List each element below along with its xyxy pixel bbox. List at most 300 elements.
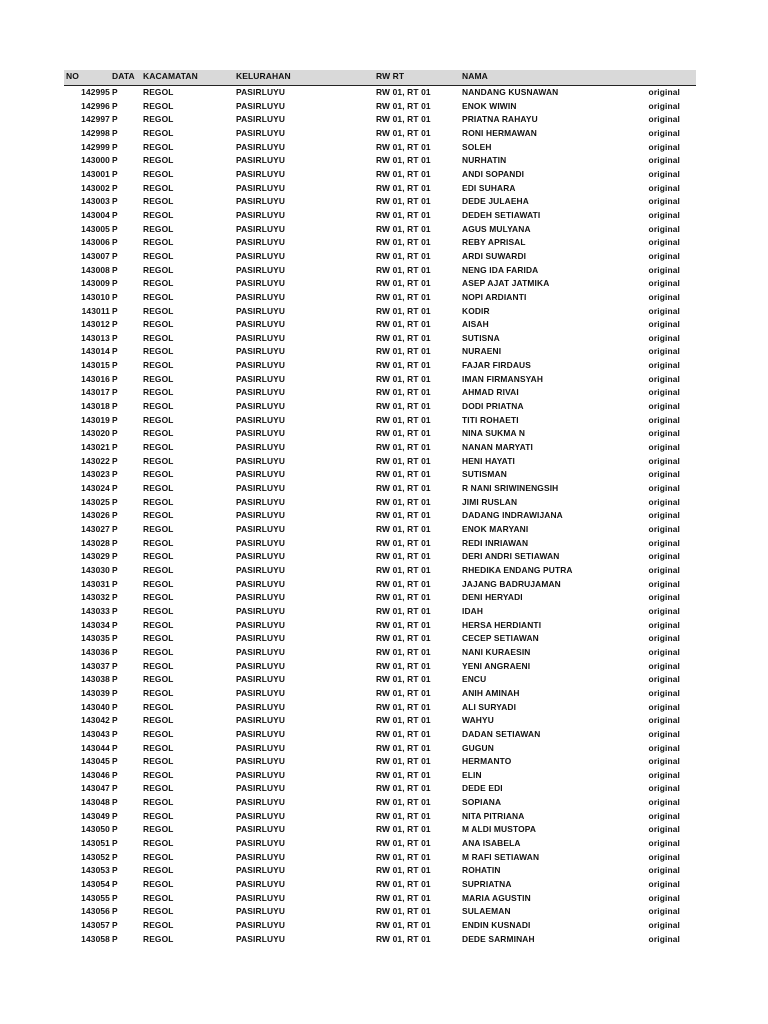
- cell-data: P: [112, 769, 118, 780]
- cell-data: P: [112, 319, 118, 330]
- cell-no: 143034: [81, 619, 110, 630]
- cell-no: 143051: [81, 838, 110, 849]
- cell-kelurahan: PASIRLUYU: [236, 592, 286, 603]
- cell-kelurahan: PASIRLUYU: [236, 346, 286, 357]
- table-row: [64, 386, 696, 400]
- cell-status: original: [648, 483, 680, 494]
- cell-kelurahan: PASIRLUYU: [236, 646, 286, 657]
- cell-status: original: [648, 619, 680, 630]
- table-row: [64, 400, 696, 414]
- cell-status: original: [648, 291, 680, 302]
- cell-kecamatan: REGOL: [143, 728, 174, 739]
- cell-no: 143043: [81, 728, 110, 739]
- table-row: [64, 933, 696, 947]
- cell-status: original: [648, 100, 680, 111]
- cell-status: original: [648, 127, 680, 138]
- cell-kecamatan: REGOL: [143, 237, 174, 248]
- cell-kecamatan: REGOL: [143, 605, 174, 616]
- cell-no: 143033: [81, 605, 110, 616]
- cell-kelurahan: PASIRLUYU: [236, 851, 286, 862]
- cell-kelurahan: PASIRLUYU: [236, 838, 286, 849]
- table-row: [64, 578, 696, 592]
- cell-kecamatan: REGOL: [143, 387, 174, 398]
- cell-no: 142996: [81, 100, 110, 111]
- cell-data: P: [112, 510, 118, 521]
- cell-kecamatan: REGOL: [143, 442, 174, 453]
- cell-nama: DEDE EDI: [462, 783, 503, 794]
- table-row: [64, 701, 696, 715]
- cell-nama: NOPI ARDIANTI: [462, 291, 527, 302]
- cell-no: 143028: [81, 537, 110, 548]
- cell-rw-rt: RW 01, RT 01: [376, 332, 431, 343]
- cell-nama: YENI ANGRAENI: [462, 660, 531, 671]
- cell-kecamatan: REGOL: [143, 824, 174, 835]
- cell-rw-rt: RW 01, RT 01: [376, 100, 431, 111]
- cell-kelurahan: PASIRLUYU: [236, 524, 286, 534]
- cell-status: original: [648, 168, 680, 179]
- cell-no: 143052: [81, 851, 110, 862]
- cell-rw-rt: RW 01, RT 01: [376, 182, 431, 193]
- cell-no: 143021: [81, 442, 110, 453]
- cell-nama: NANDANG KUSNAWAN: [462, 87, 559, 97]
- cell-kelurahan: PASIRLUYU: [236, 250, 286, 261]
- cell-rw-rt: RW 01, RT 01: [376, 469, 431, 480]
- cell-status: original: [648, 87, 680, 97]
- cell-kelurahan: PASIRLUYU: [236, 797, 286, 808]
- table-row: [64, 509, 696, 523]
- cell-kelurahan: PASIRLUYU: [236, 373, 286, 384]
- cell-data: P: [112, 155, 118, 166]
- cell-no: 143054: [81, 879, 110, 890]
- cell-status: original: [648, 496, 680, 507]
- cell-kecamatan: REGOL: [143, 510, 174, 521]
- cell-no: 143048: [81, 797, 110, 808]
- cell-kecamatan: REGOL: [143, 646, 174, 657]
- cell-data: P: [112, 209, 118, 220]
- table-row: [64, 305, 696, 319]
- cell-rw-rt: RW 01, RT 01: [376, 619, 431, 630]
- cell-kelurahan: PASIRLUYU: [236, 879, 286, 890]
- cell-rw-rt: RW 01, RT 01: [376, 605, 431, 616]
- cell-no: 143005: [81, 223, 110, 234]
- cell-kecamatan: REGOL: [143, 100, 174, 111]
- cell-status: original: [648, 114, 680, 125]
- cell-no: 143046: [81, 769, 110, 780]
- cell-nama: ARDI SUWARDI: [462, 250, 527, 261]
- cell-kecamatan: REGOL: [143, 319, 174, 330]
- table-row: [64, 687, 696, 701]
- cell-nama: ROHATIN: [462, 865, 501, 876]
- cell-rw-rt: RW 01, RT 01: [376, 360, 431, 371]
- cell-kecamatan: REGOL: [143, 496, 174, 507]
- table-row: [64, 550, 696, 564]
- cell-no: 143042: [81, 715, 110, 726]
- cell-no: 143055: [81, 892, 110, 903]
- table-row: [64, 345, 696, 359]
- cell-rw-rt: RW 01, RT 01: [376, 155, 431, 166]
- cell-data: P: [112, 305, 118, 316]
- cell-nama: DADAN SETIAWAN: [462, 728, 541, 739]
- cell-no: 143000: [81, 155, 110, 166]
- table-row: [64, 564, 696, 578]
- cell-nama: JIMI RUSLAN: [462, 496, 518, 507]
- table-row: [64, 796, 696, 810]
- cell-data: P: [112, 524, 118, 534]
- cell-rw-rt: RW 01, RT 01: [376, 933, 431, 944]
- cell-nama: DERI ANDRI SETIAWAN: [462, 551, 560, 562]
- cell-kelurahan: PASIRLUYU: [236, 319, 286, 330]
- cell-no: 143031: [81, 578, 110, 589]
- cell-no: 143058: [81, 933, 110, 944]
- cell-kecamatan: REGOL: [143, 687, 174, 698]
- cell-no: 143035: [81, 633, 110, 644]
- cell-nama: AISAH: [462, 319, 489, 330]
- cell-rw-rt: RW 01, RT 01: [376, 578, 431, 589]
- table-row: [64, 100, 696, 114]
- cell-nama: NANAN MARYATI: [462, 442, 533, 453]
- cell-data: P: [112, 865, 118, 876]
- cell-data: P: [112, 455, 118, 466]
- cell-status: original: [648, 674, 680, 685]
- cell-rw-rt: RW 01, RT 01: [376, 428, 431, 439]
- cell-nama: R NANI SRIWINENGSIH: [462, 483, 559, 494]
- cell-no: 143039: [81, 687, 110, 698]
- cell-rw-rt: RW 01, RT 01: [376, 687, 431, 698]
- cell-kecamatan: REGOL: [143, 920, 174, 931]
- cell-status: original: [648, 278, 680, 289]
- table-row: [64, 523, 696, 537]
- cell-kecamatan: REGOL: [143, 879, 174, 890]
- cell-no: 143002: [81, 182, 110, 193]
- cell-no: 143023: [81, 469, 110, 480]
- cell-rw-rt: RW 01, RT 01: [376, 646, 431, 657]
- table-row: [64, 673, 696, 687]
- cell-no: 143017: [81, 387, 110, 398]
- cell-kelurahan: PASIRLUYU: [236, 715, 286, 726]
- cell-kelurahan: PASIRLUYU: [236, 360, 286, 371]
- cell-status: original: [648, 414, 680, 425]
- cell-kecamatan: REGOL: [143, 564, 174, 575]
- cell-no: 143044: [81, 742, 110, 753]
- table-row: [64, 810, 696, 824]
- cell-status: original: [648, 824, 680, 835]
- cell-no: 143022: [81, 455, 110, 466]
- cell-nama: SULAEMAN: [462, 906, 511, 917]
- cell-nama: AHMAD RIVAI: [462, 387, 519, 398]
- cell-rw-rt: RW 01, RT 01: [376, 879, 431, 890]
- cell-kelurahan: PASIRLUYU: [236, 100, 286, 111]
- cell-data: P: [112, 674, 118, 685]
- cell-kecamatan: REGOL: [143, 209, 174, 220]
- cell-kelurahan: PASIRLUYU: [236, 305, 286, 316]
- table-row: [64, 823, 696, 837]
- cell-status: original: [648, 428, 680, 439]
- cell-rw-rt: RW 01, RT 01: [376, 209, 431, 220]
- cell-data: P: [112, 496, 118, 507]
- cell-data: P: [112, 250, 118, 261]
- cell-rw-rt: RW 01, RT 01: [376, 141, 431, 152]
- table-row: [64, 728, 696, 742]
- cell-rw-rt: RW 01, RT 01: [376, 414, 431, 425]
- data-table: [64, 70, 696, 946]
- cell-status: original: [648, 209, 680, 220]
- cell-nama: ALI SURYADI: [462, 701, 517, 712]
- cell-data: P: [112, 797, 118, 808]
- cell-data: P: [112, 428, 118, 439]
- cell-data: P: [112, 810, 118, 821]
- table-row: [64, 864, 696, 878]
- cell-nama: DODI PRIATNA: [462, 401, 524, 412]
- cell-status: original: [648, 633, 680, 644]
- table-row: [64, 250, 696, 264]
- cell-nama: ENCU: [462, 674, 487, 685]
- cell-status: original: [648, 605, 680, 616]
- table-row: [64, 264, 696, 278]
- cell-rw-rt: RW 01, RT 01: [376, 701, 431, 712]
- table-row: [64, 277, 696, 291]
- cell-status: original: [648, 728, 680, 739]
- table-row: [64, 455, 696, 469]
- cell-nama: SOPIANA: [462, 797, 502, 808]
- cell-status: original: [648, 264, 680, 275]
- cell-data: P: [112, 346, 118, 357]
- cell-no: 143009: [81, 278, 110, 289]
- cell-data: P: [112, 838, 118, 849]
- cell-rw-rt: RW 01, RT 01: [376, 442, 431, 453]
- cell-rw-rt: RW 01, RT 01: [376, 483, 431, 494]
- cell-rw-rt: RW 01, RT 01: [376, 851, 431, 862]
- cell-kelurahan: PASIRLUYU: [236, 209, 286, 220]
- table-row: [64, 496, 696, 510]
- cell-kelurahan: PASIRLUYU: [236, 537, 286, 548]
- cell-kelurahan: PASIRLUYU: [236, 510, 286, 521]
- cell-nama: ENOK WIWIN: [462, 100, 517, 111]
- cell-nama: ASEP AJAT JATMIKA: [462, 278, 550, 289]
- table-row: [64, 851, 696, 865]
- cell-status: original: [648, 701, 680, 712]
- table-row: [64, 291, 696, 305]
- cell-rw-rt: RW 01, RT 01: [376, 906, 431, 917]
- cell-data: P: [112, 401, 118, 412]
- cell-kecamatan: REGOL: [143, 619, 174, 630]
- cell-no: 142999: [81, 141, 110, 152]
- cell-status: original: [648, 879, 680, 890]
- cell-rw-rt: RW 01, RT 01: [376, 783, 431, 794]
- cell-no: 143037: [81, 660, 110, 671]
- cell-data: P: [112, 469, 118, 480]
- cell-data: P: [112, 701, 118, 712]
- cell-kecamatan: REGOL: [143, 783, 174, 794]
- cell-nama: DEDE SARMINAH: [462, 933, 535, 944]
- cell-rw-rt: RW 01, RT 01: [376, 401, 431, 412]
- cell-no: 143027: [81, 524, 110, 534]
- cell-nama: NURAENI: [462, 346, 502, 357]
- cell-no: 143032: [81, 592, 110, 603]
- cell-status: original: [648, 865, 680, 876]
- cell-status: original: [648, 250, 680, 261]
- table-row: [64, 195, 696, 209]
- cell-data: P: [112, 619, 118, 630]
- table-header: [64, 70, 696, 86]
- cell-nama: NURHATIN: [462, 155, 507, 166]
- cell-status: original: [648, 592, 680, 603]
- table-row: [64, 427, 696, 441]
- cell-rw-rt: RW 01, RT 01: [376, 278, 431, 289]
- cell-data: P: [112, 278, 118, 289]
- cell-no: 143050: [81, 824, 110, 835]
- table-row: [64, 182, 696, 196]
- cell-rw-rt: RW 01, RT 01: [376, 592, 431, 603]
- cell-data: P: [112, 551, 118, 562]
- cell-kecamatan: REGOL: [143, 742, 174, 753]
- table-row: [64, 837, 696, 851]
- cell-status: original: [648, 646, 680, 657]
- cell-rw-rt: RW 01, RT 01: [376, 838, 431, 849]
- cell-no: 143030: [81, 564, 110, 575]
- cell-kelurahan: PASIRLUYU: [236, 114, 286, 125]
- cell-rw-rt: RW 01, RT 01: [376, 223, 431, 234]
- table-row: [64, 660, 696, 674]
- table-row: [64, 468, 696, 482]
- cell-data: P: [112, 182, 118, 193]
- cell-kelurahan: PASIRLUYU: [236, 483, 286, 494]
- cell-kelurahan: PASIRLUYU: [236, 414, 286, 425]
- cell-kelurahan: PASIRLUYU: [236, 865, 286, 876]
- cell-kelurahan: PASIRLUYU: [236, 660, 286, 671]
- cell-kelurahan: PASIRLUYU: [236, 223, 286, 234]
- cell-data: P: [112, 728, 118, 739]
- cell-status: original: [648, 783, 680, 794]
- cell-no: 142997: [81, 114, 110, 125]
- cell-rw-rt: RW 01, RT 01: [376, 305, 431, 316]
- cell-nama: NANI KURAESIN: [462, 646, 531, 657]
- table-row: [64, 742, 696, 756]
- cell-kelurahan: PASIRLUYU: [236, 264, 286, 275]
- cell-rw-rt: RW 01, RT 01: [376, 114, 431, 125]
- cell-rw-rt: RW 01, RT 01: [376, 87, 431, 97]
- cell-rw-rt: RW 01, RT 01: [376, 715, 431, 726]
- cell-data: P: [112, 414, 118, 425]
- cell-status: original: [648, 346, 680, 357]
- cell-no: 143014: [81, 346, 110, 357]
- cell-kecamatan: REGOL: [143, 769, 174, 780]
- cell-data: P: [112, 373, 118, 384]
- cell-status: original: [648, 660, 680, 671]
- cell-data: P: [112, 168, 118, 179]
- cell-no: 143038: [81, 674, 110, 685]
- cell-kecamatan: REGOL: [143, 168, 174, 179]
- cell-data: P: [112, 578, 118, 589]
- cell-kelurahan: PASIRLUYU: [236, 496, 286, 507]
- cell-data: P: [112, 592, 118, 603]
- cell-rw-rt: RW 01, RT 01: [376, 127, 431, 138]
- cell-no: 143045: [81, 756, 110, 767]
- cell-kelurahan: PASIRLUYU: [236, 87, 286, 97]
- cell-status: original: [648, 742, 680, 753]
- cell-kecamatan: REGOL: [143, 373, 174, 384]
- table-row: [64, 632, 696, 646]
- cell-data: P: [112, 442, 118, 453]
- cell-nama: DENI HERYADI: [462, 592, 523, 603]
- header-rw-rt: RW RT: [376, 71, 405, 81]
- cell-kelurahan: PASIRLUYU: [236, 892, 286, 903]
- cell-kecamatan: REGOL: [143, 865, 174, 876]
- cell-data: P: [112, 646, 118, 657]
- cell-data: P: [112, 660, 118, 671]
- cell-data: P: [112, 824, 118, 835]
- cell-kecamatan: REGOL: [143, 660, 174, 671]
- cell-kelurahan: PASIRLUYU: [236, 455, 286, 466]
- cell-kelurahan: PASIRLUYU: [236, 687, 286, 698]
- cell-kelurahan: PASIRLUYU: [236, 401, 286, 412]
- cell-rw-rt: RW 01, RT 01: [376, 865, 431, 876]
- cell-kecamatan: REGOL: [143, 428, 174, 439]
- cell-no: 143026: [81, 510, 110, 521]
- header-kecamatan: KACAMATAN: [143, 71, 198, 81]
- cell-kecamatan: REGOL: [143, 810, 174, 821]
- cell-rw-rt: RW 01, RT 01: [376, 196, 431, 207]
- cell-data: P: [112, 892, 118, 903]
- cell-no: 143057: [81, 920, 110, 931]
- cell-status: original: [648, 892, 680, 903]
- cell-rw-rt: RW 01, RT 01: [376, 769, 431, 780]
- cell-no: 143016: [81, 373, 110, 384]
- cell-status: original: [648, 756, 680, 767]
- cell-data: P: [112, 715, 118, 726]
- cell-kecamatan: REGOL: [143, 141, 174, 152]
- cell-nama: FAJAR FIRDAUS: [462, 360, 531, 371]
- table-row: [64, 113, 696, 127]
- cell-nama: SUTISNA: [462, 332, 500, 343]
- cell-kelurahan: PASIRLUYU: [236, 469, 286, 480]
- cell-rw-rt: RW 01, RT 01: [376, 264, 431, 275]
- table-row: [64, 236, 696, 250]
- cell-nama: TITI ROHAETI: [462, 414, 519, 425]
- cell-no: 143053: [81, 865, 110, 876]
- cell-nama: ANIH AMINAH: [462, 687, 520, 698]
- cell-data: P: [112, 264, 118, 275]
- cell-status: original: [648, 360, 680, 371]
- cell-nama: JAJANG BADRUJAMAN: [462, 578, 561, 589]
- cell-nama: KODIR: [462, 305, 490, 316]
- cell-status: original: [648, 838, 680, 849]
- cell-data: P: [112, 879, 118, 890]
- cell-kelurahan: PASIRLUYU: [236, 551, 286, 562]
- cell-status: original: [648, 196, 680, 207]
- cell-kecamatan: REGOL: [143, 701, 174, 712]
- cell-kecamatan: REGOL: [143, 182, 174, 193]
- cell-rw-rt: RW 01, RT 01: [376, 455, 431, 466]
- cell-nama: GUGUN: [462, 742, 494, 753]
- cell-kecamatan: REGOL: [143, 551, 174, 562]
- cell-kelurahan: PASIRLUYU: [236, 168, 286, 179]
- cell-kecamatan: REGOL: [143, 524, 174, 534]
- cell-status: original: [648, 564, 680, 575]
- cell-kecamatan: REGOL: [143, 332, 174, 343]
- cell-data: P: [112, 605, 118, 616]
- cell-kecamatan: REGOL: [143, 797, 174, 808]
- cell-rw-rt: RW 01, RT 01: [376, 387, 431, 398]
- cell-status: original: [648, 687, 680, 698]
- cell-kelurahan: PASIRLUYU: [236, 633, 286, 644]
- cell-rw-rt: RW 01, RT 01: [376, 319, 431, 330]
- cell-kecamatan: REGOL: [143, 250, 174, 261]
- cell-nama: HERSA HERDIANTI: [462, 619, 542, 630]
- cell-kecamatan: REGOL: [143, 278, 174, 289]
- cell-data: P: [112, 537, 118, 548]
- table-row: [64, 646, 696, 660]
- cell-data: P: [112, 141, 118, 152]
